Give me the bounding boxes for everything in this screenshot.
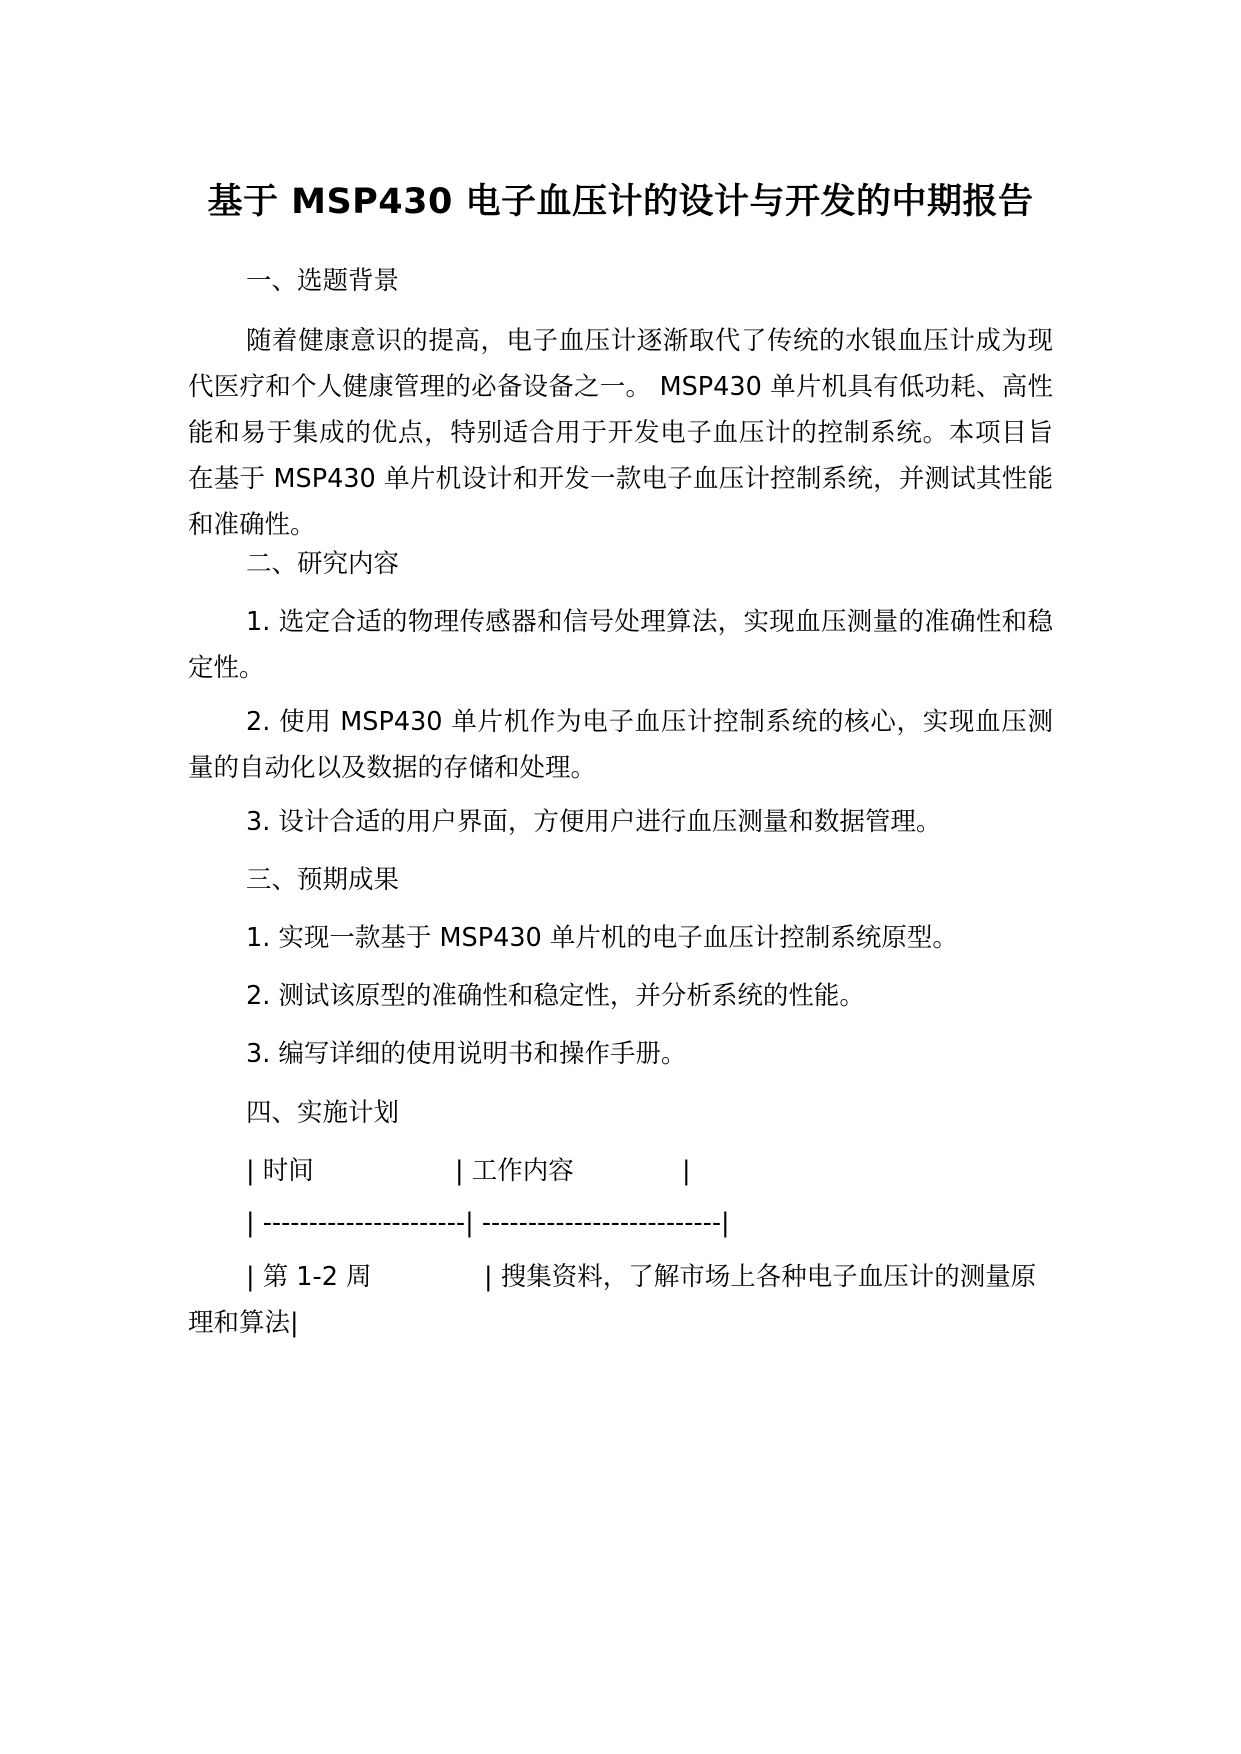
- research-item-2: 2. 使用 MSP430 单片机作为电子血压计控制系统的核心，实现血压测量的自动化以及数据的存储和处理。: [188, 707, 1053, 783]
- plan-table-header: [246, 1148, 691, 1194]
- background-paragraph: 随着健康意识的提高，电子血压计逐渐取代了传统的水银血压计成为现代医疗和个人健康管理的必备设备之一。 MSP430 单片机具有低功耗、高性能和易于集成的优点，特别适合用于开发电子血压计的控制系统。本项目旨在基于 MSP430 单片机设计和开发一款电子血压计控制系统，并测试其性能和准确性。: [188, 326, 1053, 540]
- plan-table-separator: | ----------------------| --------------------------|: [246, 1208, 730, 1238]
- table-row-1-work-content: | 搜集资料，了解市场上各种电子血压计的测量原理和算法|: [188, 1262, 1037, 1338]
- section-heading-expected-results: 三、预期成果: [246, 865, 400, 895]
- section-heading-research-content: 二、研究内容: [246, 549, 400, 579]
- research-item-3: 3. 设计合适的用户界面，方便用户进行血压测量和数据管理。: [246, 807, 942, 837]
- research-item-1: 1. 选定合适的物理传感器和信号处理算法，实现血压测量的准确性和稳定性。: [188, 607, 1053, 683]
- result-item-1: 1. 实现一款基于 MSP430 单片机的电子血压计控制系统原型。: [246, 923, 958, 953]
- table-header-time: | 时间: [246, 1156, 314, 1186]
- section-heading-background: 一、选题背景: [246, 266, 400, 296]
- table-row-1-time: | 第 1-2 周: [246, 1262, 372, 1292]
- result-item-3: 3. 编写详细的使用说明书和操作手册。: [246, 1039, 687, 1069]
- section-heading-implementation-plan: 四、实施计划: [246, 1098, 400, 1128]
- result-item-2: 2. 测试该原型的准确性和稳定性，并分析系统的性能。: [246, 981, 865, 1011]
- table-header-work-content: | 工作内容: [455, 1156, 574, 1186]
- plan-table-row-1: [188, 1254, 1058, 1346]
- table-header-end: |: [682, 1156, 691, 1186]
- document-title: 基于 MSP430 电子血压计的设计与开发的中期报告: [207, 182, 1034, 222]
